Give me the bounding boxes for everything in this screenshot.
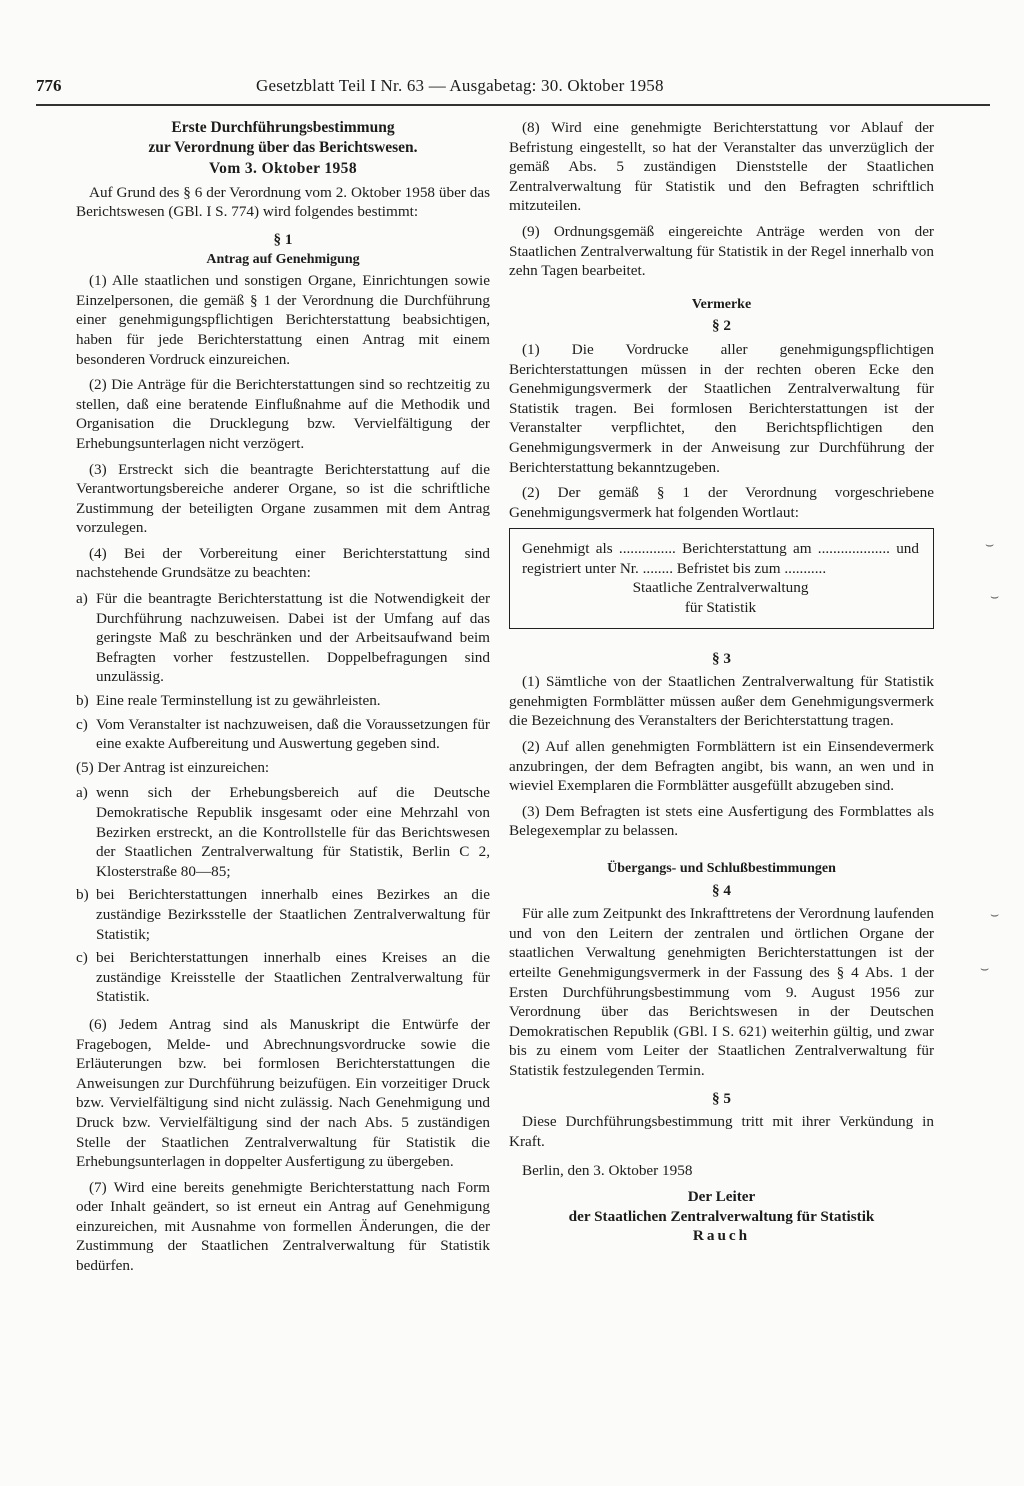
document-title-line1: Erste Durchführungsbestimmung (171, 119, 395, 136)
s3-paragraph-2: (2) Auf allen genehmigten Formblättern ist ein Einsendevermerk anzubringen, der dem Befragten angibt, bis wann, an wen und in wieviel Exemplaren die Formblätter ausgefüllt abzugeben sind. (509, 738, 934, 795)
document-date: Vom 3. Oktober 1958 (209, 160, 357, 178)
approval-notice-signature-line2: für Statistik (684, 599, 757, 617)
place-and-date: Berlin, den 3. Oktober 1958 (522, 1162, 693, 1180)
signer-title-line2: der Staatlichen Zentralverwaltung für Statistik (568, 1207, 875, 1225)
s4-paragraph-1: Für alle zum Zeitpunkt des Inkrafttretens der Verordnung laufenden und von den Leitern der zentralen und örtlichen Organe der staatlichen Verwaltung genehmigten Berichterstattungen ist der erteilte Genehmigungsvermerk in der Fassung des § 4 Abs. 1 der Ersten Durchführungsbestimmung vom 9. August 1956 zur Verordnung über das Berichtswesen in der Deutschen Demokratischen Republik (GBl. I S. 621) weiterhin gültig, und zwar bis zu einem vom Leiter der Staatlichen Zentralverwaltung für Statistik festzulegenden Termin. (509, 905, 934, 1079)
approval-notice-text: Genehmigt als ............... Berichterstattung am ................... und registriert unter Nr. ........ Befristet bis zum ........... (522, 540, 919, 577)
list-item (76, 783, 490, 881)
list-mark: c) (76, 949, 88, 967)
left-column (76, 118, 490, 1282)
list-text: bei Berichterstattungen innerhalb eines Kreises an die zuständige Kreisstelle der Staatlichen Zentralverwaltung für Statistik. (96, 949, 490, 1006)
s1-paragraph-3: (3) Erstreckt sich die beantragte Berichterstattung auf die Verantwortungsbereiche anderer Organe, so ist die schriftliche Zustimmung der beteiligten Organe zusammen mit dem Antrag vorzulegen. (76, 460, 490, 537)
s1-paragraph-2: (2) Die Anträge für die Berichterstattungen sind so rechtzeitig zu stellen, daß eine beratende Einflußnahme auf die Methodik und Organisation die Drucklegung bzw. Vervielfältigung der Erhebungsunterlagen nicht verzögert. (76, 376, 490, 452)
list-mark: b) (76, 886, 89, 904)
list-mark: c) (76, 715, 88, 733)
section-1-sign: § 1 (273, 230, 293, 248)
s1-paragraph-4: (4) Bei der Vorbereitung einer Berichterstattung sind nachstehende Grundsätze zu beachten: (76, 544, 490, 582)
list-item (76, 885, 490, 944)
list-mark: a) (76, 590, 88, 608)
approval-notice-signature-line1: Staatliche Zentralverwaltung (632, 579, 809, 597)
margin-mark-1: ⌣ (985, 538, 995, 553)
section-2-heading: Vermerke (691, 296, 752, 312)
s1-paragraph-1: (1) Alle staatlichen und sonstigen Organe, Einrichtungen sowie Einzelpersonen, die gemäß § 1 der Verordnung die Durchführung einer genehmigungspflichtigen Berichterstattung beabsichtigen, haben für jede Berichterstattung einen Antrag mit einem besonderen Vordruck einzureichen. (76, 272, 490, 368)
s1-paragraph-8: (8) Wird eine genehmigte Berichterstattung vor Ablauf der Befristung eingestellt, so hat der Veranstalter das unverzüglich der gemäß Abs. 5 zuständigen Dienststelle der Staatlichen Zentralverwaltung für Statistik und den Befragten schriftlich mitzuteilen. (509, 119, 934, 215)
list-item (76, 715, 490, 754)
section-1-heading: Antrag auf Genehmigung (206, 251, 360, 267)
preamble: Auf Grund des § 6 der Verordnung vom 2. Oktober 1958 über das Berichtswesen (GBl. I S. 774) wird folgendes bestimmt: (76, 183, 490, 221)
section-4-sign: § 4 (712, 881, 731, 899)
document-title-line2: zur Verordnung über das Berichtswesen. (148, 138, 418, 156)
list-text: wenn sich der Erhebungsbereich auf die Deutsche Demokratische Republik insgesamt oder eine Mehrzahl von Bezirken erstreckt, an die Kontrollstelle für das Berichtswesen der Staatlichen Zentralverwaltung für Statistik, Berlin C 2, Klosterstraße 80—85; (96, 784, 490, 880)
s1-paragraph-9: (9) Ordnungsgemäß eingereichte Anträge werden von der Staatlichen Zentralverwaltung für Statistik in der Regel innerhalb von zehn Tagen bearbeitet. (509, 222, 934, 280)
section-5-sign: § 5 (712, 1089, 731, 1107)
page-number: 776 (36, 76, 62, 95)
list-text: Vom Veranstalter ist nachzuweisen, daß die Voraussetzungen für eine exakte Aufbereitung und Auswertung gegeben sind. (96, 715, 490, 753)
section-3-sign: § 3 (712, 649, 731, 667)
section-4-heading: Übergangs- und Schlußbestimmungen (607, 861, 836, 876)
margin-mark-2: ⌣ (990, 590, 1000, 605)
signer-title-line1: Der Leiter (687, 1187, 756, 1205)
s3-paragraph-1: (1) Sämtliche von der Staatlichen Zentralverwaltung für Statistik genehmigten Formblätter müssen außer dem Genehmigungsvermerk die Bezeichnung des Veranstalters der Berichterstattung tragen. (509, 673, 934, 730)
signer-name: Rauch (692, 1227, 751, 1245)
margin-mark-3: ⌣ (990, 908, 1000, 923)
section-2-sign: § 2 (712, 317, 731, 335)
s2-paragraph-2: (2) Der gemäß § 1 der Verordnung vorgeschriebene Genehmigungsvermerk hat folgenden Wortlaut: (509, 484, 934, 521)
header-rule (36, 104, 990, 106)
margin-mark-4: ⌣ (980, 962, 990, 977)
list-item (76, 589, 490, 687)
list-item (76, 691, 490, 711)
s1-paragraph-5: (5) Der Antrag ist einzureichen: (76, 758, 270, 776)
s1-paragraph-7: (7) Wird eine bereits genehmigte Berichterstattung nach Form oder Inhalt geändert, so ist erneut ein Antrag auf Genehmigung einzureichen, mit Ausnahme von formellen Änderungen, die der Zustimmung der Staatlichen Zentralverwaltung für Statistik bedürfen. (76, 1178, 490, 1275)
list-text: bei Berichterstattungen innerhalb eines Bezirkes an die zuständige Bezirksstelle der Staatlichen Zentralverwaltung für Statistik; (96, 886, 490, 943)
list-mark: a) (76, 784, 88, 802)
list-mark: b) (76, 692, 89, 710)
s1-paragraph-6: (6) Jedem Antrag sind als Manuskript die Entwürfe der Fragebogen, Melde- und Abrechnungsvordrucke sowie die Erläuterungen bzw. bei formlosen Berichterstattungen die Anweisungen zur Durchführung beizufügen. Ein vorzeitiger Druck bzw. Vervielfältigung sind nicht zulässig. Nach Genehmigung und Druck bzw. Vervielfältigung sind der nach Abs. 5 zuständigen Stelle der Staatlichen Zentralverwaltung für Statistik die Erhebungsunterlagen in doppelter Ausfertigung zu übergeben. (76, 1015, 490, 1171)
list-text: Eine reale Terminstellung ist zu gewährleisten. (96, 692, 381, 710)
approval-notice-box (509, 528, 934, 628)
right-column (509, 118, 934, 1246)
s2-paragraph-1: (1) Die Vordrucke aller genehmigungspflichtigen Berichterstattungen müssen in der rechten oberen Ecke den Genehmigungsvermerk der Staatlichen Zentralverwaltung für Statistik tragen. Bei formlosen Berichterstattungen ist der Veranstalter verpflichtet, den Berichtspflichtigen den Genehmigungsvermerk in der Anweisung zur Durchführung der Berichterstattung bekanntzugeben. (509, 340, 934, 476)
running-head: Gesetzblatt Teil I Nr. 63 — Ausgabetag: 30. Oktober 1958 (256, 76, 664, 95)
list-item (76, 948, 490, 1007)
s5-paragraph-1: Diese Durchführungsbestimmung tritt mit ihrer Verkündung in Kraft. (509, 1113, 934, 1150)
s3-paragraph-3: (3) Dem Befragten ist stets eine Ausfertigung des Formblattes als Belegexemplar zu belassen. (509, 802, 934, 840)
list-text: Für die beantragte Berichterstattung ist die Notwendigkeit der Durchführung nachzuweisen. Dabei ist der Umfang auf das geringste Maß zu beschränken und der Arbeitsaufwand beim Befragten vorher festzustellen. Doppelbefragungen sind unzulässig. (96, 590, 490, 686)
